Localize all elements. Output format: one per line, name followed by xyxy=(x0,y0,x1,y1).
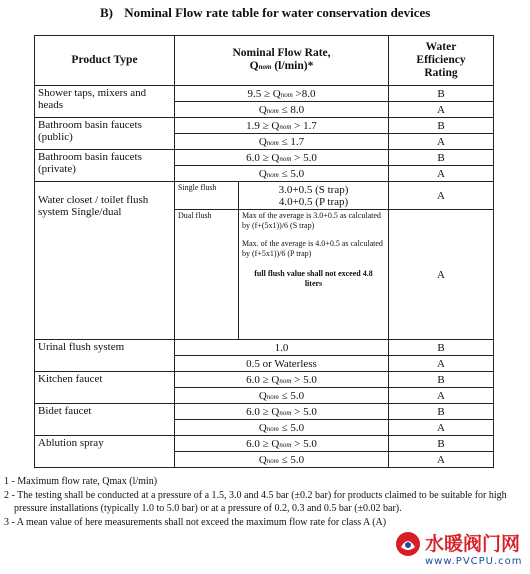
table-row xyxy=(35,86,494,102)
header-q: Q xyxy=(249,60,259,72)
flow-value: 6.0 ≥ Qnom > 5.0 xyxy=(175,372,389,388)
header-flow-line1: Nominal Flow Rate, xyxy=(232,47,331,59)
table-row xyxy=(35,118,494,134)
table-row xyxy=(35,182,494,210)
dual-flush-s-trap: Max of the average is 3.0+0.5 as calculated by (f+(5x1))/6 (S trap) xyxy=(242,211,381,230)
footnote-2: 2 - The testing shall be conducted at a pressure of a 1.5, 3.0 and 4.5 bar (±0.2 bar) for products claimed to be suitable for high pressure installations (typically 1.0 to 5.0 bar) or at a pressure of 0.2, 0.3 and 0.5 bar (±0.02 bar). xyxy=(4,490,507,514)
product-water-closet: Water closet / toilet flush system Single/dual xyxy=(35,182,175,340)
rating-value: A xyxy=(389,134,494,150)
flow-value: 6.0 ≥ Qnom > 5.0 xyxy=(175,404,389,420)
heading-title: Nominal Flow rate table for water conservation devices xyxy=(124,5,431,20)
rating-value: B xyxy=(389,150,494,166)
watermark-url: www.PVCPU.com xyxy=(425,556,523,567)
table-row xyxy=(35,404,494,420)
flow-value: 6.0 ≥ Qnom > 5.0 xyxy=(175,436,389,452)
rating-value: A xyxy=(389,420,494,436)
table-heading xyxy=(100,5,430,21)
flow-value: 6.0 ≥ Qnom > 5.0 xyxy=(175,150,389,166)
rating-value: B xyxy=(389,118,494,134)
rating-value: B xyxy=(389,86,494,102)
watermark xyxy=(395,527,528,573)
single-flush-p-trap: 4.0+0.5 (P trap) xyxy=(278,195,349,208)
rating-value: A xyxy=(389,356,494,372)
single-flush-label: Single flush xyxy=(175,182,239,210)
product-urinal: Urinal flush system xyxy=(35,340,175,372)
flow-value: Qnom ≤ 5.0 xyxy=(175,166,389,182)
dual-flush-p-trap: Max. of the average is 4.0+0.5 as calculated by (f+5x1))/6 (P trap) xyxy=(242,239,383,258)
table-row xyxy=(35,150,494,166)
footnote-1: 1 - Maximum flow rate, Qmax (l/min) xyxy=(4,476,158,487)
product-basin-public: Bathroom basin faucets (public) xyxy=(35,118,175,150)
product-ablution: Ablution spray xyxy=(35,436,175,468)
rating-value: B xyxy=(389,372,494,388)
flow-value: Qnom ≤ 5.0 xyxy=(175,420,389,436)
rating-value: B xyxy=(389,340,494,356)
rating-value: A xyxy=(389,210,494,340)
flow-value: Qnom ≤ 5.0 xyxy=(175,452,389,468)
watermark-brand: 水暖阀门网 xyxy=(425,533,521,555)
product-bidet: Bidet faucet xyxy=(35,404,175,436)
product-kitchen: Kitchen faucet xyxy=(35,372,175,404)
product-basin-private: Bathroom basin faucets (private) xyxy=(35,150,175,182)
single-flush-s-trap: 3.0+0.5 (S trap) xyxy=(278,183,349,196)
rating-value: A xyxy=(389,452,494,468)
header-rating-line3: Rating xyxy=(424,67,458,79)
brand-logo-icon xyxy=(395,531,421,557)
table-row xyxy=(35,340,494,356)
product-shower: Shower taps, mixers and heads xyxy=(35,86,175,118)
rating-value: A xyxy=(389,166,494,182)
dual-flush-label: Dual flush xyxy=(175,210,239,340)
heading-letter: B) xyxy=(100,5,113,20)
header-rating-line2: Efficiency xyxy=(416,54,466,66)
footnotes xyxy=(4,475,524,530)
header-row xyxy=(35,36,494,86)
rating-value: A xyxy=(389,102,494,118)
flow-value: Qnom ≤ 1.7 xyxy=(175,134,389,150)
flow-value: Qnom ≤ 8.0 xyxy=(175,102,389,118)
flow-value: 9.5 ≥ Qnom >8.0 xyxy=(175,86,389,102)
rating-value: B xyxy=(389,404,494,420)
dual-flush-note: full flush value shall not exceed 4.8 liters xyxy=(254,269,373,288)
flow-rate-table xyxy=(34,35,494,468)
table-row xyxy=(35,436,494,452)
header-unit: (l/min)* xyxy=(271,60,314,72)
header-product-type: Product Type xyxy=(35,36,175,86)
rating-value: A xyxy=(389,182,494,210)
header-flow-line2 xyxy=(178,60,385,74)
footnote-3: 3 - A mean value of here measurements shall not exceed the maximum flow rate for class A (A) xyxy=(4,517,387,528)
flow-value: 1.9 ≥ Qnom > 1.7 xyxy=(175,118,389,134)
header-rating xyxy=(389,36,494,86)
header-q-sub: nom xyxy=(258,63,272,71)
flow-value: Qnom ≤ 5.0 xyxy=(175,388,389,404)
flow-value: 1.0 xyxy=(175,340,389,356)
dual-flush-text xyxy=(239,210,389,340)
single-flush-values xyxy=(239,182,389,210)
table-row xyxy=(35,372,494,388)
rating-value: A xyxy=(389,388,494,404)
header-flow-rate xyxy=(175,36,389,86)
header-rating-line1: Water xyxy=(425,41,457,53)
rating-value: B xyxy=(389,436,494,452)
flow-value: 0.5 or Waterless xyxy=(175,356,389,372)
